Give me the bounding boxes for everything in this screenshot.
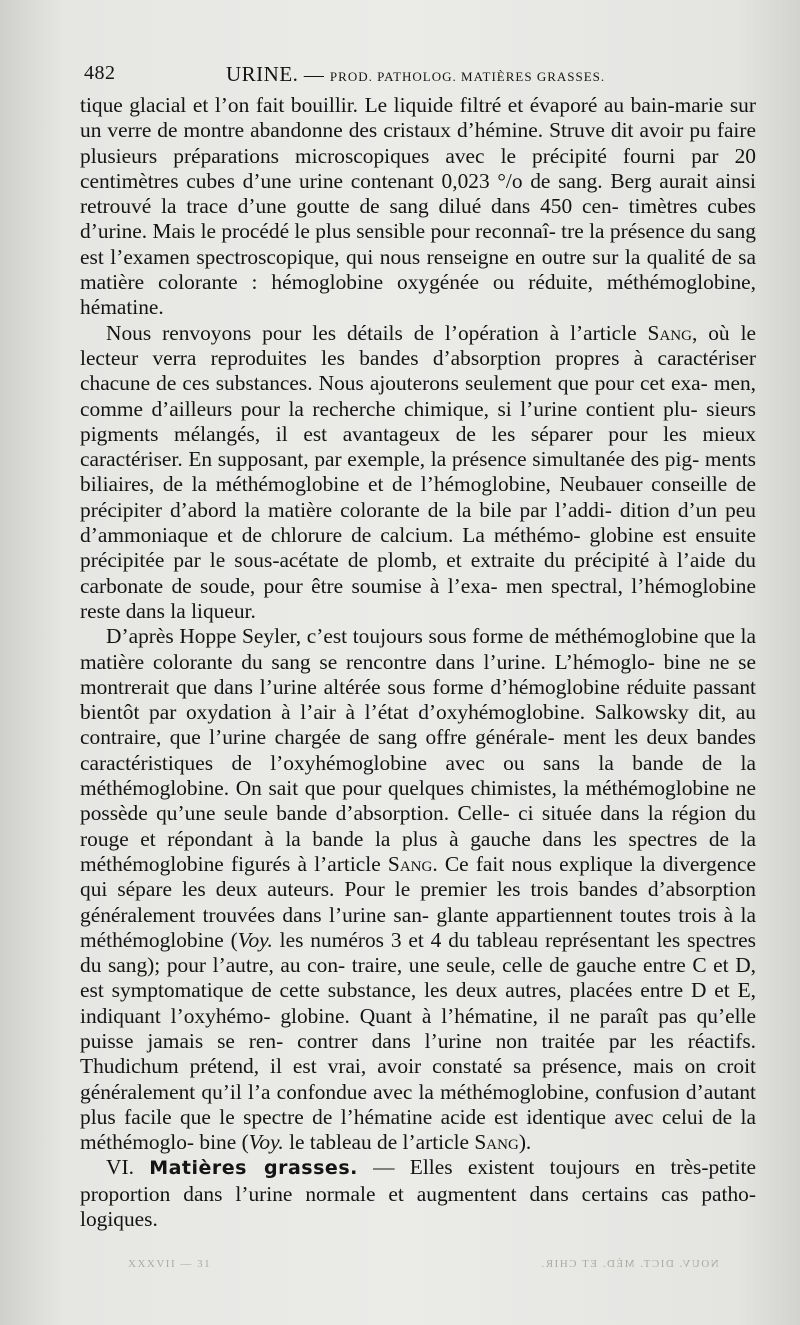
paragraph-1: tique glacial et l’on fait bouillir. Le liquide filtré et évaporé au bain-marie sur un verre de montre abandonne des cristaux d’hémine. Struve dit avoir pu faire plusieurs préparations microscopiques avec le précipité fourni par 20 centimètres cubes d’une urine contenant 0,023 °/o de sang. Berg aurait ainsi retrouvé la trace d’une goutte de sang dilué dans 450 cen- timètres cubes d’urine. Mais le procédé le plus sensible pour reconnaî- tre la présence du sang est l’examen spectroscopique, qui nous renseigne en outre sur la qualité de sa matière colorante : hémoglobine oxygénée ou réduite, méthémoglobine, hématine. xyxy=(80,93,756,320)
page-header xyxy=(84,62,756,88)
paragraph-3-part: . Ce fait nous explique la divergence qui sépare les deux auteurs. Pour le premier les trois bandes d’absorption généralement trouvées dans l’urine san- glante appartiennent toutes trois à la méthémoglobine ( xyxy=(80,851,757,952)
section-number: VI. xyxy=(106,1155,134,1180)
paragraph-2-start: Nous renvoyons pour les détails de l’opération à l’article xyxy=(106,320,648,345)
signature-mark: XXXVII — 31 xyxy=(128,1258,212,1270)
paragraph-2 xyxy=(80,321,756,625)
paragraph-3 xyxy=(80,624,756,1155)
running-head-main: URINE. xyxy=(226,62,299,86)
section-title: Matières grasses. xyxy=(149,1157,358,1180)
article-reference: Sang xyxy=(387,851,433,876)
running-head-separator: — xyxy=(303,64,325,86)
running-head xyxy=(226,62,605,87)
article-reference: Sang xyxy=(647,320,692,345)
voy-reference: Voy. xyxy=(237,927,273,952)
paragraph-3-part: les numéros 3 et 4 du tableau représentant les spectres du sang); pour l’autre, au con- traire, une seule, celle de gauche entre C et D, est symptomatique de cette substance, les deux autres, placées entre D et E, indiquant l’oxyhémo- globine. Quant à l’hématine, il ne paraît pas qu’elle puisse jamais se ren- contrer dans l’urine non traitée par les réactifs. Thudichum prétend, il est vrai, avoir constaté sa présence, mais on croit généralement qu’il l’a confondue avec la méthémoglobine, confusion d’autant plus facile que le spectre de l’hématine acide est identique avec celui de la méthémoglo- bine ( xyxy=(80,927,756,1155)
paragraph-4-text: — Elles existent toujours en très-petite proportion dans l’urine normale et augmentent dans certains cas patho- logiques. xyxy=(80,1155,756,1232)
paragraph-3-start: D’après Hoppe Seyler, c’est toujours sous forme de méthémoglobine que la matière colorante du sang se rencontre dans l’urine. L’hémoglo- bine ne se montrerait que dans l’urine altérée sous forme d’hémoglobine réduite passant bientôt par oxydation à l’air à l’état d’oxyhémoglobine. Salkowsky dit, au contraire, que l’urine chargée de sang offre générale- ment les deux bandes caractéristiques de l’oxyhémoglobine avec ou sans la bande de la méthémoglobine. On sait que pour quelques chimistes, la méthémoglobine ne possède qu’une seule bande d’absorption. Celle- ci située dans la région du rouge et répondant à la bande la plus à gauche dans les spectres de la méthémoglobine figurés à l’article xyxy=(80,624,756,876)
page-number: 482 xyxy=(84,62,116,84)
paragraph-3-end: ). xyxy=(518,1130,532,1155)
paragraph-3-part: le tableau de l’article xyxy=(283,1130,475,1155)
paragraph-4 xyxy=(80,1155,756,1232)
article-reference: Sang xyxy=(474,1130,519,1155)
paragraph-2-rest: , où le lecteur verra reproduites les bandes d’absorption propres à caractériser chacune de ces substances. Nous ajouterons seulement que pour cet exa- men, comme d’ailleurs pour la recherche chimique, si l’urine contient plu- sieurs pigments mélangés, il est avantageux de les séparer pour les mieux caractériser. En supposant, par exemple, la présence simultanée des pig- ments biliaires, de la méthémoglobine et de l’hémoglobine, Neubauer conseille de précipiter d’abord la matière colorante de la bile par l’addi- dition d’un peu d’ammoniaque et de chlorure de calcium. La méthémo- globine est ensuite précipitée par le sous-acétate de plomb, et extraite du précipité à l’aide du carbonate de soude, pour être soumise à l’exa- men spectral, l’hémoglobine reste dans la liqueur. xyxy=(80,320,757,623)
running-head-subheading: PROD. PATHOLOG. MATIÈRES GRASSES. xyxy=(329,69,606,84)
voy-reference: Voy. xyxy=(248,1130,284,1155)
bleed-through-title: NOUV. DICT. MÉD. ET CHIR. xyxy=(540,1258,719,1270)
body-text xyxy=(80,93,756,1232)
